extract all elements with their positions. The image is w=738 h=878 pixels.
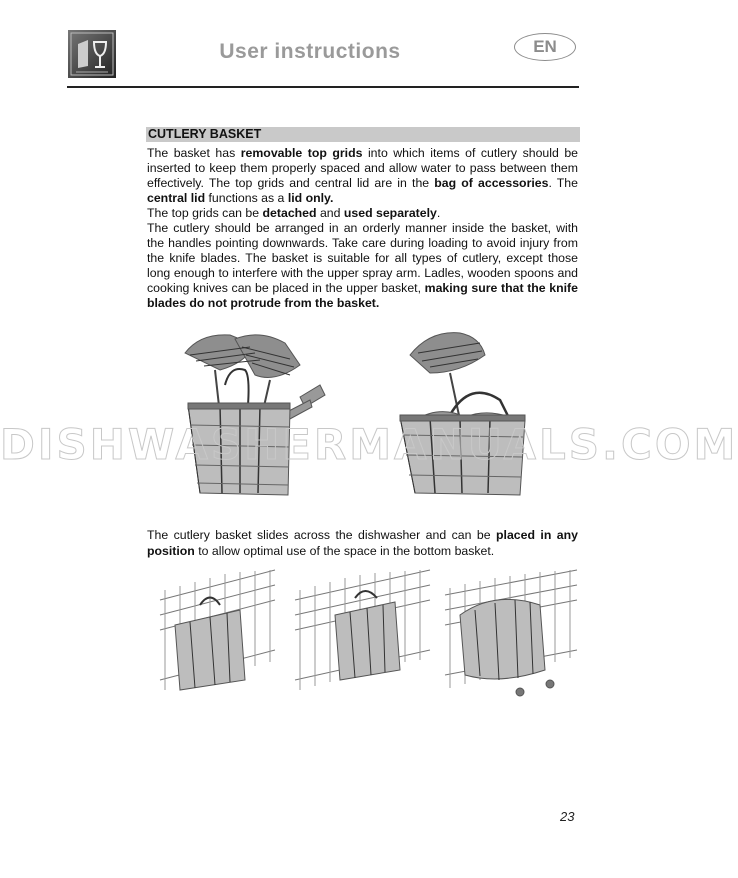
text-run: The cutlery should be arranged in an orderly manner inside the basket, with the handles pointing downwards. Take care during loading to avoid injury from the knife blades. The basket is suitable for all types of cutlery, except those long enough to interfere with the upper spray arm. Ladles, wooden spoons and cooking knives can be placed in the upper basket,	[147, 221, 578, 295]
paragraph-detach-grids	[147, 206, 578, 221]
section-title: CUTLERY BASKET	[146, 127, 580, 142]
paragraph-basket-grids	[147, 146, 578, 206]
cutlery-basket-with-grids-icon	[185, 335, 325, 495]
page-header-title: User instructions	[219, 40, 401, 63]
text-run: .	[436, 206, 441, 220]
basket-position-figure	[155, 570, 580, 700]
text-run: . The	[548, 176, 578, 190]
bold-run: bag of accessories	[434, 176, 549, 190]
bold-run: used separately	[343, 206, 437, 220]
language-badge: EN	[514, 33, 576, 61]
bold-run: detached	[262, 206, 317, 220]
page-number: 23	[560, 809, 575, 824]
text-run: to allow optimal use of the space in the bottom basket.	[194, 544, 495, 558]
text-run: The basket has	[147, 146, 241, 160]
section-body	[147, 146, 578, 311]
basket-position-right-icon	[445, 570, 577, 696]
bold-run: placed in any position	[147, 528, 578, 558]
paragraph-basket-position	[147, 527, 578, 559]
paragraph-arrange-cutlery	[147, 221, 578, 311]
cutlery-basket-figure	[160, 325, 580, 500]
text-run: into which items of cutlery should be inserted to keep them properly spaced and allow water to pass between them effectively. The top grids and central lid are in the	[147, 146, 578, 190]
watermark: DISHWASHERMANUALS.COM	[0, 420, 738, 469]
text-run: functions as a	[205, 191, 288, 205]
text-run: The cutlery basket slides across the dishwasher and can be	[147, 528, 497, 542]
cutlery-basket-with-lid-icon	[400, 333, 525, 495]
bold-run: removable top grids	[240, 146, 363, 160]
text-run: The top grids can be	[147, 206, 263, 220]
text-run: and	[316, 206, 344, 220]
bold-run: central lid	[147, 191, 206, 205]
basket-position-center-icon	[295, 570, 430, 690]
bold-run: making sure that the knife blades do not protrude from the basket.	[147, 281, 578, 310]
bold-run: lid only.	[287, 191, 334, 205]
header-divider	[67, 86, 579, 88]
basket-position-left-icon	[160, 570, 275, 690]
